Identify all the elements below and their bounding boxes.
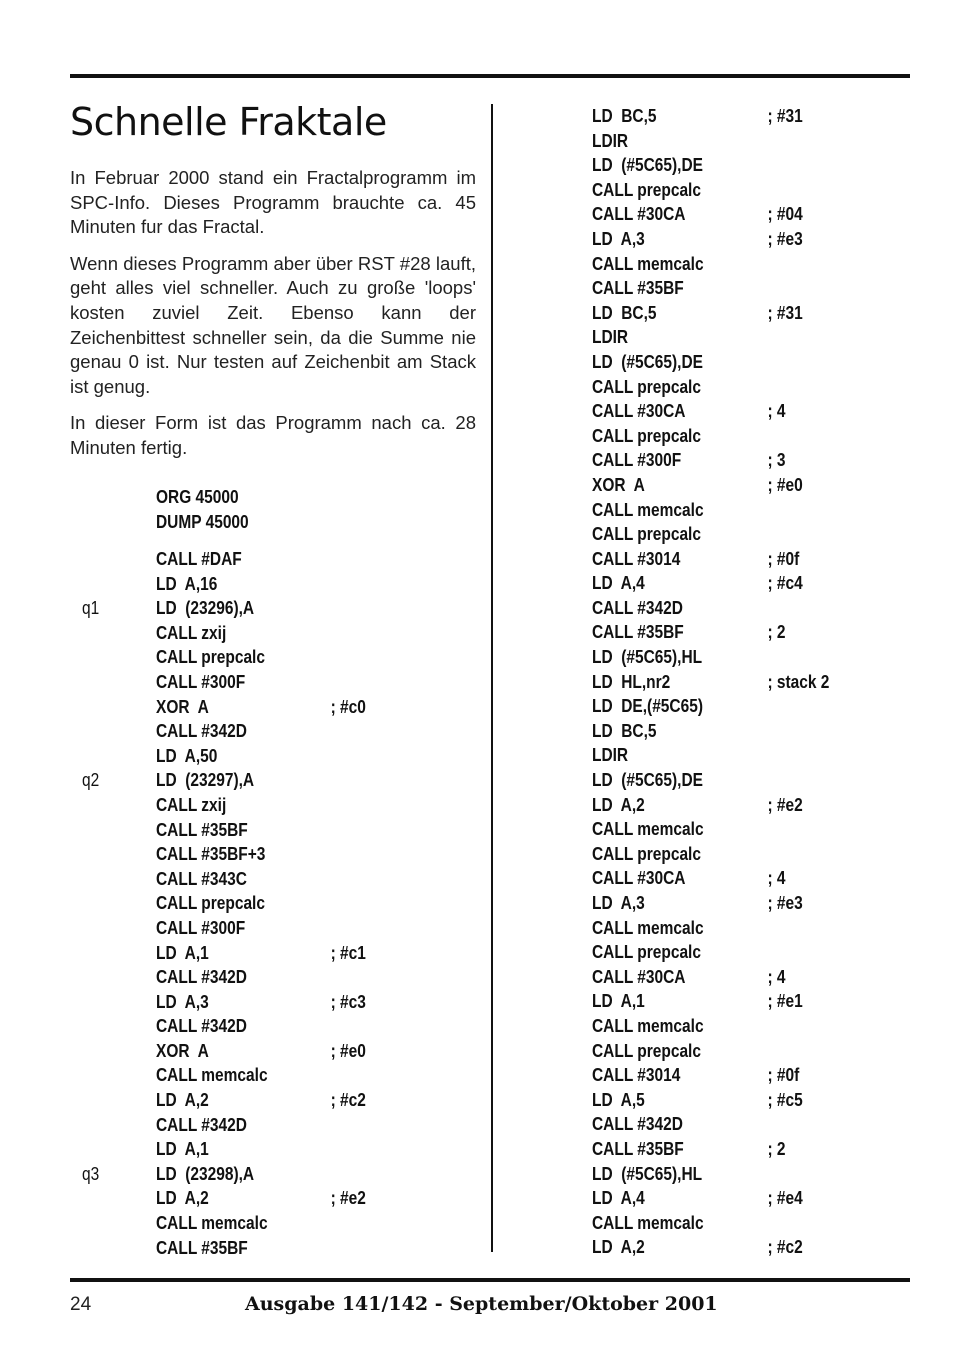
code-comment: ; #e2 — [767, 794, 803, 815]
code-comment: ; #e3 — [767, 893, 803, 913]
code-comment: ; #e3 — [767, 228, 803, 249]
code-instruction: CALL #DAF — [156, 549, 242, 569]
code-instruction: CALL memcalc — [156, 1213, 268, 1234]
code-comment: ; #0f — [767, 548, 800, 569]
code-instruction: LD (#5C65),DE — [592, 155, 703, 176]
code-instruction: LD A,3 — [156, 991, 209, 1012]
code-instruction: CALL #300F — [592, 450, 682, 471]
code-comment: ; #0f — [767, 1065, 800, 1086]
issue-info: Ausgabe 141/142 - September/Oktober 2001 — [245, 1293, 718, 1315]
code-instruction: CALL memcalc — [156, 1065, 268, 1086]
code-instruction: ORG 45000 — [156, 487, 239, 507]
code-instruction: CALL #30CA — [592, 401, 686, 422]
code-comment: ; #e0 — [330, 1040, 366, 1061]
code-comment: ; #c5 — [767, 1089, 803, 1110]
column-divider — [491, 104, 493, 1252]
code-instruction: CALL prepcalc — [592, 843, 701, 864]
code-instruction: LD A,2 — [592, 794, 645, 815]
code-instruction: CALL zxij — [156, 622, 227, 643]
code-instruction: CALL #35BF+3 — [156, 844, 266, 865]
code-instruction: CALL memcalc — [592, 819, 704, 840]
article-title: Schnelle Fraktale — [70, 100, 387, 144]
code-comment: ; #c2 — [767, 1237, 803, 1258]
bottom-rule — [70, 1278, 910, 1282]
code-comment: ; #e1 — [767, 991, 803, 1012]
code-instruction: LD A,16 — [156, 573, 218, 594]
code-instruction: CALL memcalc — [592, 917, 704, 938]
code-instruction: CALL #35BF — [592, 622, 684, 643]
code-comment: ; #e2 — [330, 1188, 366, 1209]
code-comment: ; #c4 — [767, 573, 803, 594]
code-comment: ; #c1 — [330, 942, 366, 963]
code-instruction: CALL memcalc — [592, 1212, 704, 1233]
code-instruction: LD DE,(#5C65) — [592, 696, 703, 717]
intro-paragraph: In dieser Form ist das Programm nach ca. 28 Minuten fertig. — [70, 412, 476, 458]
code-instruction: CALL prepcalc — [592, 942, 701, 963]
code-instruction: CALL prepcalc — [592, 425, 701, 446]
code-instruction: CALL prepcalc — [592, 376, 701, 397]
code-instruction: CALL #343C — [156, 868, 247, 889]
page-number: 24 — [70, 1294, 92, 1315]
code-comment: ; 4 — [767, 401, 786, 422]
code-instruction: LD A,1 — [156, 942, 209, 963]
code-comment: ; #31 — [767, 106, 803, 126]
code-instruction: LD (23296),A — [156, 598, 255, 619]
code-comment: ; #31 — [767, 302, 803, 323]
top-rule — [70, 74, 910, 78]
intro-paragraph: In Februar 2000 stand ein Fractalprogramm im SPC-Info. Dieses Programm brauchte ca. 45 Minuten fur das Fractal. — [70, 167, 476, 238]
code-instruction: LD BC,5 — [592, 106, 657, 126]
code-instruction: CALL #3014 — [592, 548, 681, 569]
code-instruction: LD A,50 — [156, 745, 218, 766]
code-comment: ; #c2 — [330, 1090, 366, 1111]
code-instruction: LD (#5C65),HL — [592, 647, 703, 668]
code-instruction: CALL #3014 — [592, 1065, 681, 1086]
code-instruction: LD A,2 — [592, 1237, 645, 1258]
code-comment: ; #e0 — [767, 474, 803, 495]
code-instruction: LDIR — [592, 130, 629, 151]
code-instruction: CALL memcalc — [592, 499, 704, 520]
code-label: q2 — [82, 770, 100, 791]
code-instruction: CALL #342D — [156, 967, 247, 988]
code-instruction: CALL #30CA — [592, 868, 686, 889]
code-comment: ; 4 — [767, 868, 786, 889]
code-instruction: CALL #35BF — [156, 1237, 248, 1258]
code-instruction: CALL prepcalc — [592, 1040, 701, 1061]
code-instruction: LD (23297),A — [156, 770, 255, 791]
code-instruction: LD A,4 — [592, 573, 645, 594]
code-instruction: LD HL,nr2 — [592, 671, 671, 692]
code-label: q1 — [82, 598, 100, 619]
code-instruction: LD A,1 — [592, 991, 645, 1012]
code-comment: ; 2 — [767, 622, 786, 643]
code-instruction: CALL #300F — [156, 671, 246, 692]
code-instruction: XOR A — [156, 696, 209, 717]
code-instruction: LD A,3 — [592, 893, 645, 913]
code-instruction: CALL #35BF — [592, 1138, 684, 1159]
code-instruction: CALL memcalc — [592, 1015, 704, 1036]
code-comment: ; 4 — [767, 966, 786, 987]
code-instruction: LD A,2 — [156, 1090, 209, 1111]
code-instruction: CALL #342D — [592, 597, 683, 618]
code-instruction: LD (#5C65),HL — [592, 1163, 703, 1184]
code-instruction: CALL prepcalc — [156, 893, 265, 914]
code-instruction: LD (#5C65),DE — [592, 351, 703, 372]
code-instruction: LD BC,5 — [592, 720, 657, 741]
code-instruction: CALL zxij — [156, 794, 227, 815]
article-intro — [70, 166, 476, 473]
code-instruction: LD A,5 — [592, 1089, 645, 1110]
code-comment: ; #04 — [767, 204, 803, 225]
code-instruction: LD BC,5 — [592, 302, 657, 323]
code-instruction: CALL #30CA — [592, 204, 686, 225]
code-label: q3 — [82, 1163, 100, 1184]
code-instruction: CALL memcalc — [592, 253, 704, 274]
code-instruction: CALL prepcalc — [592, 524, 701, 545]
code-comment: ; 3 — [767, 450, 786, 471]
code-instruction: CALL #35BF — [592, 278, 684, 299]
code-instruction: DUMP 45000 — [156, 511, 249, 532]
code-instruction: LD (#5C65),DE — [592, 770, 703, 791]
code-instruction: XOR A — [156, 1040, 209, 1061]
code-comment: ; #c3 — [330, 991, 366, 1012]
code-instruction: CALL #342D — [592, 1114, 683, 1135]
intro-paragraph: Wenn dieses Programm aber über RST #28 lauft, geht alles viel schneller. Auch zu große 'loops' kosten zuviel Zeit. Ebenso kann der Zeichenbittest schneller sein, da die Summe nie genau 0 ist. Nur testen auf Zeichenbit am Stack ist genug. — [70, 252, 476, 397]
code-comment: ; #e4 — [767, 1188, 803, 1209]
code-instruction: LD (23298),A — [156, 1163, 255, 1184]
code-instruction: CALL prepcalc — [156, 647, 265, 668]
code-instruction: LD A,3 — [592, 228, 645, 249]
code-instruction: XOR A — [592, 474, 645, 495]
code-instruction: CALL #342D — [156, 721, 247, 742]
code-instruction: LD A,2 — [156, 1188, 209, 1209]
code-instruction: LDIR — [592, 745, 629, 766]
code-instruction: CALL prepcalc — [592, 179, 701, 200]
code-comment: ; stack 2 — [767, 671, 830, 692]
code-comment: ; #c0 — [330, 696, 366, 717]
code-instruction: LDIR — [592, 327, 629, 348]
code-instruction: CALL #35BF — [156, 819, 248, 840]
code-comment: ; 2 — [767, 1138, 786, 1159]
code-instruction: CALL #342D — [156, 1114, 247, 1135]
code-instruction: CALL #300F — [156, 917, 246, 938]
code-instruction: LD A,4 — [592, 1188, 645, 1209]
code-instruction: LD A,1 — [156, 1139, 209, 1160]
code-instruction: CALL #342D — [156, 1016, 247, 1037]
code-instruction: CALL #30CA — [592, 966, 686, 987]
